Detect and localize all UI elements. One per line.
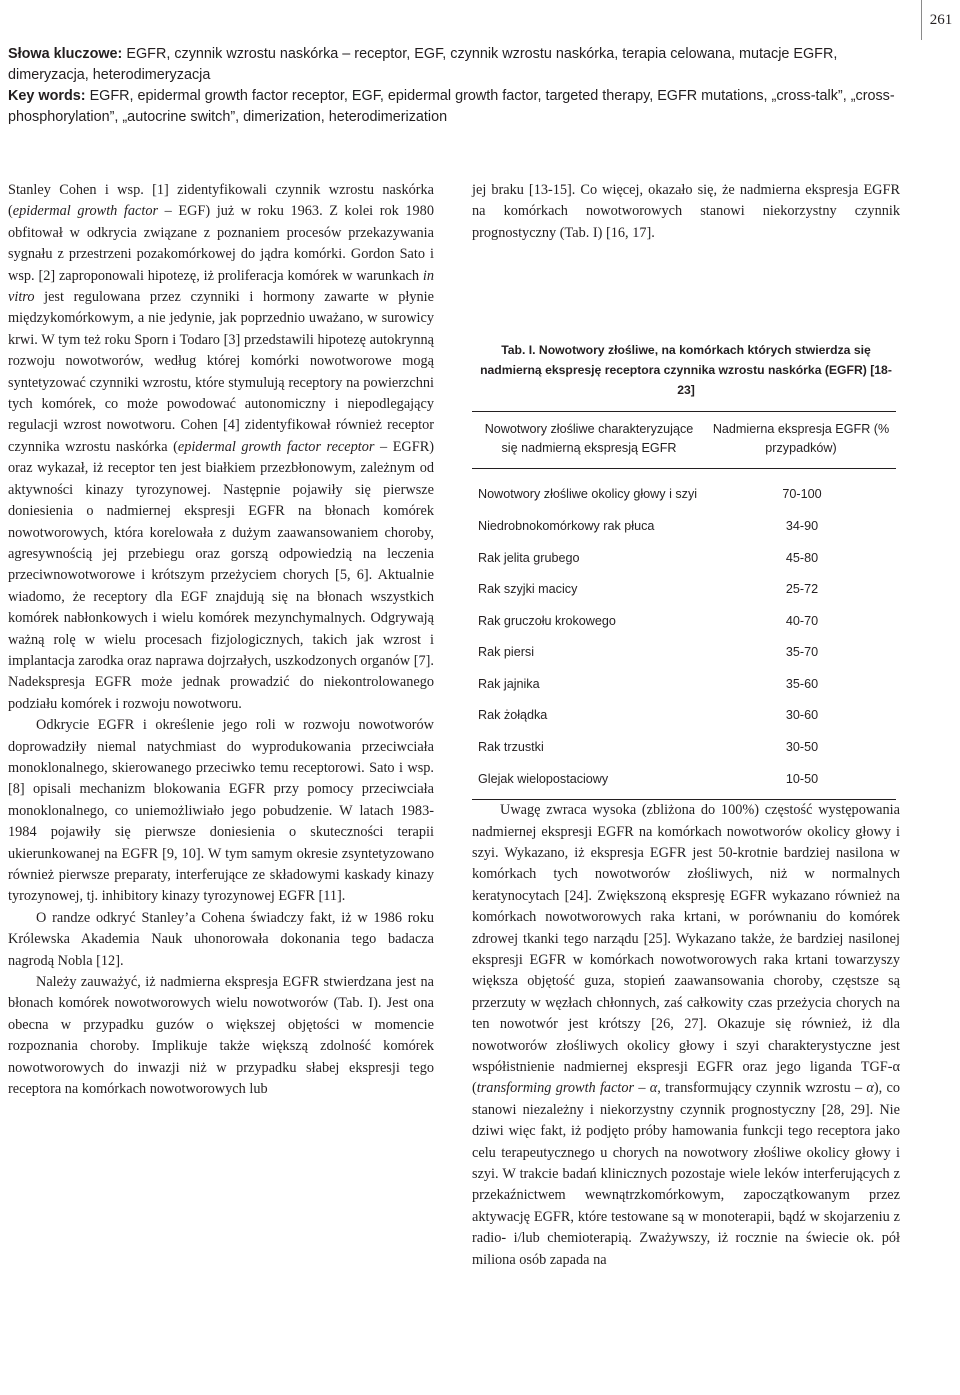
- left-column: [8, 180, 434, 1100]
- table-row: [472, 700, 896, 732]
- italic-term: epidermal growth factor receptor: [177, 438, 375, 455]
- table-caption: Tab. I. Nowotwory złośliwe, na komórkach których stwierdza się nadmierną ekspresję receptora czynnika wzrostu naskórka (EGFR) [18-23]: [480, 343, 892, 398]
- keywords-polish: [8, 44, 908, 86]
- paragraph-nobel: O randze odkryć Stanley’a Cohena świadczy fakt, iż w 1986 roku Królewska Akademia Nauk uhonorowała dokonania tego badacza nagrodą Nobla [12].: [8, 909, 434, 969]
- text-run: Uwagę zwraca wysoka (zbliżona do 100%) częstość występowania nadmiernej ekspresji EGFR na komórkach nowotworów okolicy głowy i szyi. Wykazano, iż ekspresja EGFR jest 50-krotnie bardziej nasilona w komórkach tych nowotworów złośliwych, niż w normalnych keratynocytach [24]. Zwiększoną ekspresję EGFR wykazano również na komórkach nowotworowych raka krtani, w porównaniu do komórek zdrowej tkanki tego narządu [25]. Wykazano także, że bardziej nasilonej ekspresji EGFR w komórkach nowotworowych raka krtani towarzyszy większa objętość guza, stopień zaawansowania choroby, częstsze są przerzuty w węzłach chłonnych, zaś całkowity czas przeżycia chorych na ten nowotwór jest krótszy [26, 27]. Okazuje się również, iż dla nowotworów złośliwych okolicy głowy i szyi charakterystyczne jest współistnienie nadmiernej ekspresji EGFR oraz jego liganda TGF-α (: [472, 802, 900, 1097]
- cancer-name: Nowotwory złośliwe okolicy głowy i szyi: [478, 487, 698, 502]
- keywords-polish-label: Słowa kluczowe:: [8, 46, 123, 62]
- cancer-value: 70-100: [782, 487, 822, 502]
- cancer-name: Glejak wielopostaciowy: [472, 764, 706, 800]
- table-header-percent: Nadmierna ekspresja EGFR (% przypadków): [706, 412, 896, 469]
- cancer-name: Niedrobnokomórkowy rak płuca: [478, 518, 655, 533]
- cancer-value: 35-70: [785, 645, 819, 660]
- cancer-value: 45-80: [785, 550, 819, 565]
- table-row: [472, 637, 896, 669]
- paragraph-antibody: Odkrycie EGFR i określenie jego roli w rozwoju nowotworów doprowadziły niemal natychmiast do wyprodukowania przeciwciała monoklonalnego, skierowanego przeciwko temu receptorowi. Sato i wsp. [8] opisali mechanizm blokowania EGFR przy pomocy przeciwciała monoklonalnego, co uniemożliwiało jego pobudzenie. W latach 1983-1984 pojawiły się pierwsze doniesienia o skuteczności terapii ukierunkowanej na EGFR [9, 10]. W tym samym okresie zsyntetyzowano również pierwsze preparaty, interferujące ze składowymi kaskady kinazy tyrozynowej, tj. inhibitory kinazy tyrozynowej EGFR [11].: [8, 717, 434, 905]
- text-run: – EGF) już w roku 1963. Z kolei rok 1980 obfitował w odkrycia związane z poznaniem procesów przekazywania sygnału z przestrzeni pozakomórkowej do jądra komórki. Gordon Sato i wsp. [2] zaproponowali hipotezę, iż proliferacja komórek w warunkach: [8, 203, 434, 284]
- cancer-value: 10-50: [706, 764, 896, 800]
- table-row: [472, 606, 896, 638]
- keywords-english-text: EGFR, epidermal growth factor receptor, EGF, epidermal growth factor, targeted therapy, EGFR mutations, „cross-talk”, „cross-phosphorylation”, „autocrine switch”, dimerization, heterodimerization: [8, 88, 895, 125]
- keywords-english-label: Key words:: [8, 88, 86, 104]
- table-row: [472, 764, 896, 800]
- egfr-table: [472, 411, 896, 800]
- cancer-name: Rak żołądka: [478, 708, 548, 723]
- paragraph-prognosis: jej braku [13-15]. Co więcej, okazało się, że nadmierna ekspresja EGFR na komórkach nowotworowych stanowi niekorzystny czynnik prognostyczny (Tab. I) [16, 17].: [472, 182, 900, 241]
- cancer-value: 34-90: [785, 518, 819, 533]
- table-row: [472, 511, 896, 543]
- paragraph-head-neck: [472, 800, 900, 1271]
- cancer-name: Rak piersi: [478, 645, 534, 660]
- paragraph-history: [8, 180, 434, 715]
- text-run: Stanley Cohen i wsp. [1] zidentyfikowali czynnik wzrostu naskórka (: [8, 182, 434, 220]
- cancer-name: Rak jajnika: [478, 676, 540, 691]
- table-header-cancer: Nowotwory złośliwe charakteryzujące się nadmierną ekspresją EGFR: [472, 412, 706, 469]
- right-column: [472, 180, 900, 1271]
- italic-term: α: [866, 1080, 874, 1097]
- cancer-name: Rak trzustki: [478, 740, 544, 755]
- table-row: [472, 669, 896, 701]
- cancer-value: 35-60: [785, 676, 819, 691]
- table-row: [472, 542, 896, 574]
- cancer-value: 30-50: [785, 740, 819, 755]
- keywords-polish-text: EGFR, czynnik wzrostu naskórka – receptor, EGF, czynnik wzrostu naskórka, terapia celowana, mutacje EGFR, dimeryzacja, heterodimeryzacja: [8, 46, 838, 83]
- keywords-block: [8, 44, 908, 128]
- page-number: 261: [921, 0, 960, 40]
- italic-term: in vitro: [8, 267, 434, 306]
- table-row: [472, 574, 896, 606]
- text-run: – EGFR) oraz wykazał, iż receptor ten jest białkiem przezbłonowym, zależnym od aktywności kinazy tyrozynowej. Następnie pojawiły się pierwsze doniesienia o nadmiernej ekspresji EGFR na błonach komórek nowotworowych, która korelowała z dużym zaawansowaniem choroby, agresywnością jej przebiegu oraz gorszą odpowiedzią na leczenia przeciwnowotworowe i krótszym przeżyciem chorych [5, 6]. Aktualnie wiadomo, że receptory dla EGF znajdują się na błonach wszystkich komórek nabłonkowych i wielu komórek mezynchymalnych. Odgrywają ważną rolę w wielu procesach fizjologicznych, takich jak wzrost i implantacja zarodka oraz naprawa dojrzałych, uszkodzonych organów [7]. Nadekspresja EGFR może jednak prowadzić do niekontrolowanego podziału komórek i rozwoju nowotworu.: [8, 438, 434, 712]
- table-row: [472, 469, 896, 511]
- text-run: , transformujący czynnik wzrostu –: [657, 1080, 867, 1097]
- paragraph-overexpression: Należy zauważyć, iż nadmierna ekspresja EGFR stwierdzana jest na błonach komórek nowotworowych wielu nowotworów (Tab. I). Jest ona obecna w przypadku guzów o większej objętości w momencie rozpoznania choroby. Implikuje także większą zdolność komórek nowotworowych do inwazji niż w przypadku słabej ekspresji tego receptora na komórkach nowotworowych lub: [8, 974, 434, 1098]
- cancer-name: Rak jelita grubego: [478, 550, 580, 565]
- italic-term: transforming growth factor – α: [476, 1080, 658, 1097]
- cancer-value: 40-70: [785, 613, 819, 628]
- table-row: [472, 732, 896, 764]
- cancer-value: 30-60: [785, 708, 819, 723]
- cancer-name: Rak szyjki macicy: [478, 582, 578, 597]
- italic-term: epidermal growth factor: [12, 203, 159, 220]
- text-run: jest regulowana przez czynniki i hormony zawarte w płynie międzykomórkowym, a nie jedynie, jak poprzednio uważano, w surowicy krwi. W tym też roku Sporn i Todaro [3] przedstawili hipotezę autokrynną rozwoju nowotworów, według której komórki nowotworowe mogą syntetyzować czynniki wzrostu, które stymulują receptory na powierzchni tych komórek, co może powodować autonomiczny i niepodlegający regulacji wzrost nowotworu. Cohen [4] zidentyfikował również receptor czynnika wzrostu naskórka (: [8, 289, 434, 455]
- cancer-name: Rak gruczołu krokowego: [478, 613, 616, 628]
- cancer-value: 25-72: [785, 582, 819, 597]
- text-run: ), co stanowi niezależny i niekorzystny czynnik prognostyczny [28, 29]. Nie dziwi więc fakt, iż podjęto próby hamowania funkcji tego receptora jako celu terapeutycznego u chorych na nowotwory złośliwe okolicy głowy i szyi. W trakcie badań klinicznych pozostaje wiele leków interferujących z przekaźnictwem wewnątrzkomórkowym, zapoczątkowanym przez aktywację EGFR, które testowane są w monoterapii, bądź w skojarzeniu z radio- i/lub chemioterapią. Zważywszy, iż rocznie na świecie ok. pół miliona osób zapada na: [472, 1080, 900, 1268]
- keywords-english: [8, 86, 908, 128]
